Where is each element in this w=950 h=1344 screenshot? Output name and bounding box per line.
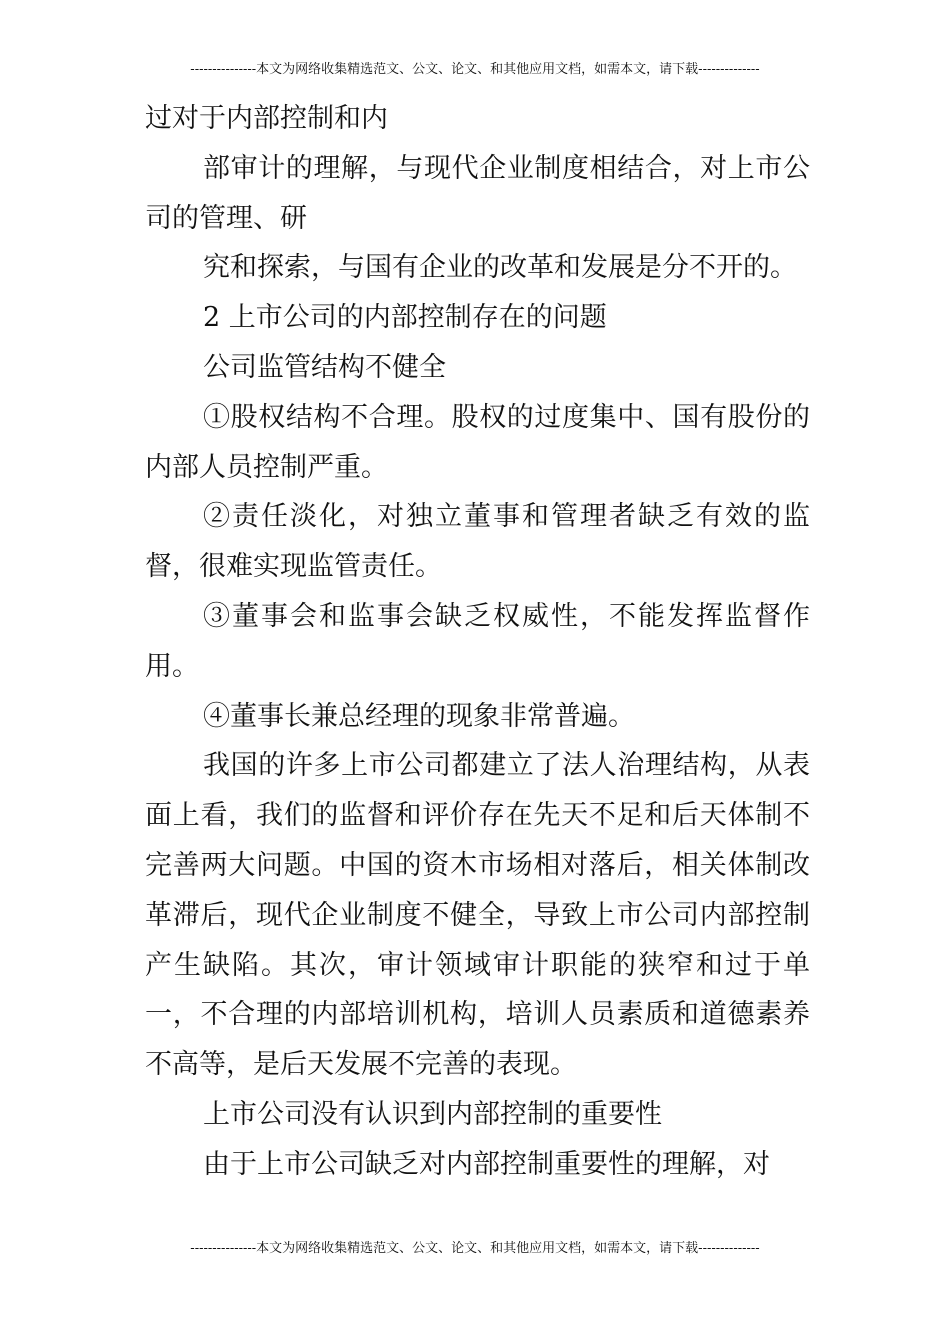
list-item: ④董事长兼总经理的现象非常普遍。: [203, 700, 635, 732]
paragraph: 过对于内部控制和内: [145, 103, 388, 134]
paragraph: 部审计的理解，与现代企业制度相结合，对上市公司的管理、研: [145, 152, 810, 234]
list-item: ②责任淡化，对独立董事和管理者缺乏有效的监督，很难实现监管责任。: [145, 501, 810, 583]
document-body: [145, 94, 810, 1190]
list-item: ①股权结构不合理。股权的过度集中、国有股份的内部人员控制严重。: [145, 401, 810, 483]
subsection-heading: 上市公司没有认识到内部控制的重要性: [203, 1098, 662, 1130]
paragraph: 究和探索，与国有企业的改革和发展是分不开的。: [203, 252, 797, 284]
paragraph: 由于上市公司缺乏对内部控制重要性的理解，对: [203, 1148, 770, 1180]
subsection-heading: 公司监管结构不健全: [203, 351, 446, 383]
section-heading: 2 上市公司的内部控制存在的问题: [203, 302, 607, 334]
page-footer: ---------------本文为网络收集精选范文、公文、论文、和其他应用文档，如需本文，请下载--------------: [190, 1241, 760, 1256]
paragraph: 我国的许多上市公司都建立了法人治理结构，从表面上看，我们的监督和评价存在先天不足和后天体制不完善两大问题。中国的资木市场相对落后，相关体制改革滞后，现代企业制度不健全，导致上市公司内部控制产生缺陷。其次，审计领域审计职能的狭窄和过于单一，不合理的内部培训机构，培训人员素质和道德素养不高等，是后天发展不完善的表现。: [145, 750, 810, 1081]
page-header: ---------------本文为网络收集精选范文、公文、论文、和其他应用文档，如需本文，请下载--------------: [190, 62, 760, 77]
list-item: ③董事会和监事会缺乏权威性，不能发挥监督作用。: [145, 600, 810, 682]
